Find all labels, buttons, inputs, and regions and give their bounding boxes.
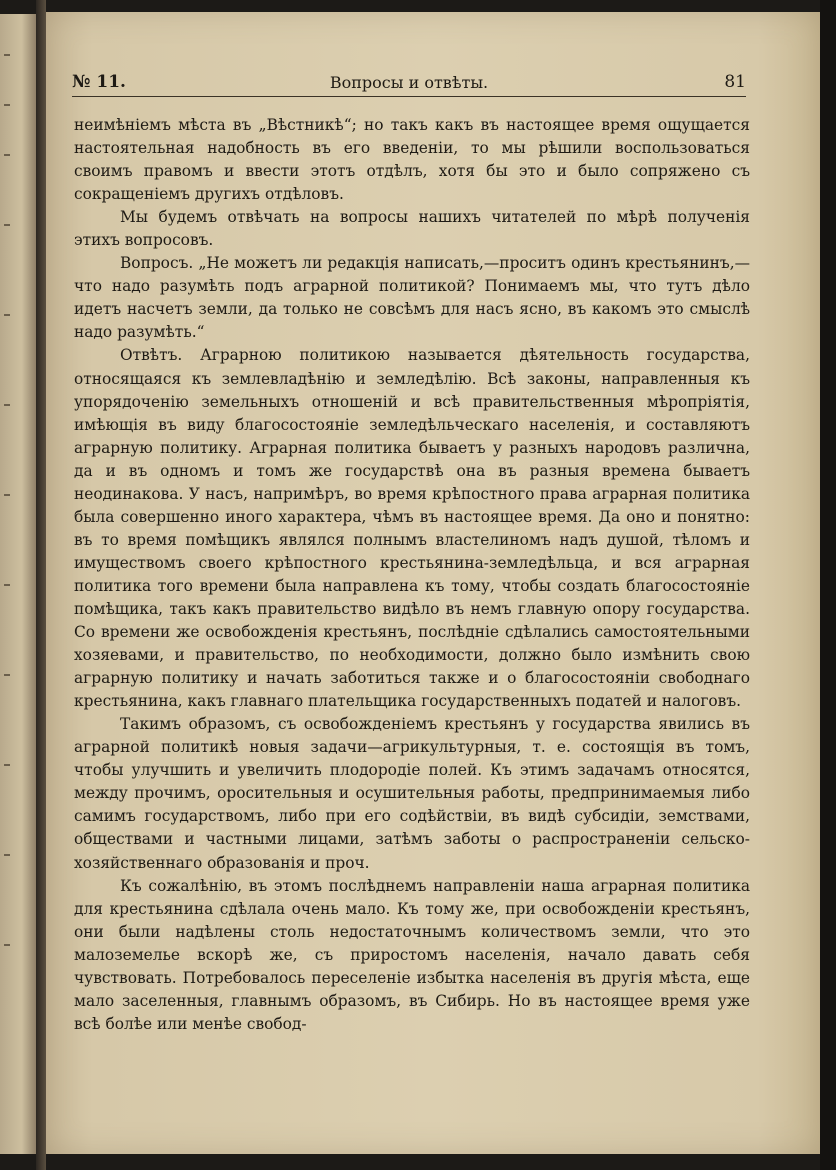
paragraph-text: Такимъ образомъ, съ освобожденіемъ крестьянъ у государства явились въ аграрной политикѣ новыя задачи—агрикультурныя, т. е. состоящія въ томъ, чтобы улучшить и увеличить плодородіе полей. Къ этимъ задачамъ относятся, между прочимъ, оросительныя и осушительныя работы, предпринимаемыя либо самимъ государствомъ, либо при его содѣйствіи, въ видѣ субсидіи, земствами, обществами и частными лицами, затѣмъ заботы о распространеніи сельско-хозяйственнаго образованія и проч.: [74, 715, 750, 872]
paragraph-agrarian-tasks: [74, 713, 750, 874]
paragraph-text: Мы будемъ отвѣчать на вопросы нашихъ читателей по мѣрѣ полученія этихъ вопросовъ.: [74, 208, 750, 250]
paragraph-text: неимѣніемъ мѣста въ „Вѣстникѣ“; но такъ какъ въ настоящее время ощущается настоятельная надобность въ его введеніи, то мы рѣшили воспользоваться своимъ правомъ и ввести этотъ отдѣлъ, хотя бы это и было сопряжено съ сокращеніемъ другихъ отдѣловъ.: [74, 116, 750, 204]
scan-background: [820, 0, 836, 1170]
issue-number: № 11.: [72, 72, 126, 92]
previous-page-edge: [0, 14, 36, 1154]
article-body: [74, 114, 750, 1036]
paragraph-text: Къ сожалѣнію, въ этомъ послѣднемъ направленіи наша аграрная политика для крестьянина сдѣлала очень мало. Къ тому же, при освобожденіи крестьянъ, они были надѣлены столь недостаточнымъ количествомъ земли, что это малоземелье вскорѣ же, съ приростомъ населенія, начало давать себя чувствовать. Потребовалось переселеніе избытка населенія въ другія мѣста, еще мало заселенныя, главнымъ образомъ, въ Сибирь. Но въ настоящее время уже всѣ болѣе или менѣе свобод-: [74, 876, 750, 1033]
running-header: [72, 72, 746, 94]
question-text: „Не можетъ ли редакція написать,—проситъ одинъ крестьянинъ,—что надо разумѣть подъ аграрной политикой? Понимаемъ мы, что тутъ дѣло идетъ насчетъ земли, да только не совсѣмъ для насъ ясно, въ какомъ это смыслѣ надо разумѣть.“: [74, 254, 750, 342]
page-number: 81: [724, 72, 746, 92]
header-rule: [72, 96, 746, 97]
paragraph-intro: [74, 206, 750, 252]
answer-paragraph: [74, 344, 750, 713]
book-gutter: [36, 0, 46, 1170]
question-paragraph: [74, 252, 750, 344]
question-label: Вопросъ.: [120, 254, 194, 273]
answer-text: Аграрною политикою называется дѣятельность государства, относящаяся къ землевладѣнію и земледѣлію. Всѣ законы, направленныя къ упорядоченію земельныхъ отношеній и всѣ правительственныя мѣропріятія, имѣющія въ виду благосостояніе земледѣльческаго населенія, и составляютъ аграрную политику. Аграрная политика бываетъ у разныхъ народовъ различна, да и въ одномъ и томъ же государствѣ она въ разныя времена бываетъ неодинакова. У насъ, напримѣръ, во время крѣпостного права аграрная политика была совершенно иного характера, чѣмъ въ настоящее время. Да оно и понятно: въ то время помѣщикъ являлся полнымъ властелиномъ надъ душой, тѣломъ и имуществомъ своего крѣпостного крестьянина-земледѣльца, и вся аграрная политика того времени была направлена къ тому, чтобы создать благосостояніе помѣщика, такъ какъ правительство видѣло въ немъ главную опору государства. Со времени же освобожденія крестьянъ, послѣдніе сдѣлались самостоятельными хозяевами, и правительство, по необходимости, должно было измѣнить свою аграрную политику и начать заботиться также и о благосостояніи свободнаго крестьянина, какъ главнаго плательщика государственныхъ податей и налоговъ.: [74, 346, 750, 711]
paragraph-regret: [74, 875, 750, 1036]
answer-label: Отвѣтъ.: [120, 346, 183, 365]
section-title: Вопросы и отвѣты.: [329, 73, 489, 92]
paragraph-continuation: [74, 114, 750, 206]
